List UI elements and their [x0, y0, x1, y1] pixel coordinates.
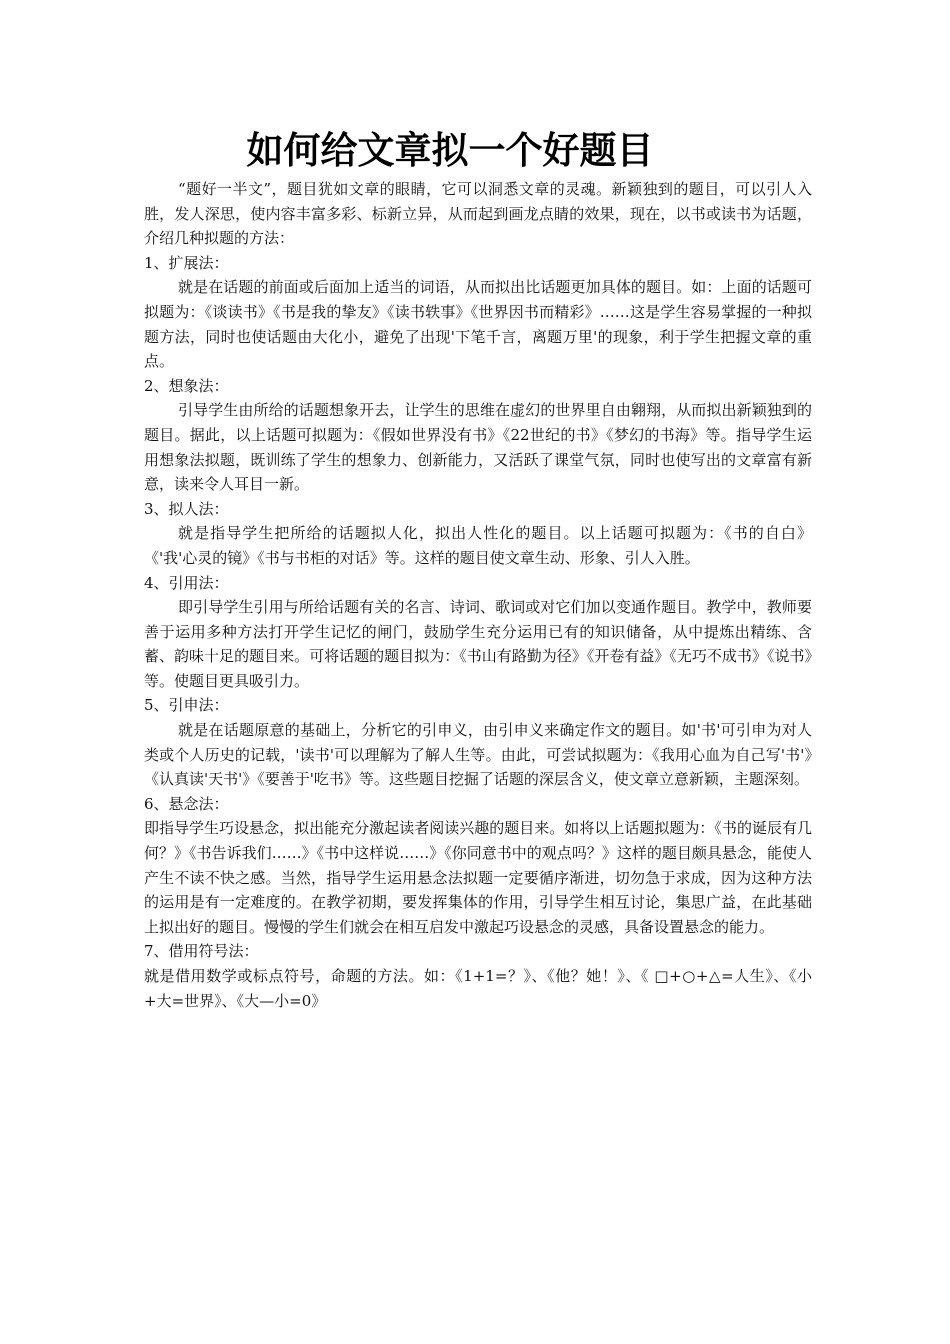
section-heading-extension: 5、引申法：: [144, 696, 229, 715]
section-body-suspense: 即指导学生巧设悬念，拟出能充分激起读者阅读兴趣的题目来。如将以上话题拟题为：《书的诞辰有几何？》《书告诉我们……》《书中这样说……》《你同意书中的观点吗？》这样的题目颇具悬念，能使人产生不读不快之感。当然，指导学生运用悬念法拟题一定要循序渐进，切勿急于求成，因为这种方法的运用是有一定难度的。在教学初期，要发挥集体的作用，引导学生相互讨论，集思广益，在此基础上拟出好的题目。慢慢的学生们就会在相互启发中激起巧设悬念的灵感，具备设置悬念的能力。: [144, 819, 812, 936]
document-title: 如何给文章拟一个好题目: [246, 129, 654, 172]
section-body-extension: 就是在话题原意的基础上，分析它的引申义，由引申义来确定作文的题目。如'书'可引申为对人类或个人历史的记载，'读书'可以理解为了解人生等。由此，可尝试拟题为：《我用心血为自己写'书'》《认真读'天书'》《要善于'吃书》等。这些题目挖掘了话题的深层含义，使文章立意新颖，主题深刻。: [144, 721, 812, 789]
section-heading-expand: 1、扩展法：: [144, 253, 229, 272]
section-body-personification: 就是指导学生把所给的话题拟人化，拟出人性化的题目。以上话题可拟题为：《书的自白》《'我'心灵的镜》《书与书柜的对话》等。这样的题目使文章生动、形象、引人入胜。: [144, 524, 812, 567]
intro-paragraph: “题好一半文”，题目犹如文章的眼睛，它可以洞悉文章的灵魂。新颖独到的题目，可以引人入胜，发人深思，使内容丰富多彩、标新立异，从而起到画龙点睛的效果，现在，以书或读书为话题，介绍几种拟题的方法：: [144, 180, 812, 248]
section-body-expand: 就是在话题的前面或后面加上适当的词语，从而拟出比话题更加具体的题目。如：上面的话题可拟题为：《谈读书》《书是我的挚友》《读书轶事》《世界因书而精彩》……这是学生容易掌握的一种拟题方法，同时也使话题由大化小，避免了出现'下笔千言，离题万里'的现象，利于学生把握文章的重点。: [144, 278, 812, 371]
section-heading-imagination: 2、想象法：: [144, 376, 229, 395]
section-heading-symbols: 7、借用符号法：: [144, 942, 259, 961]
section-heading-suspense: 6、悬念法：: [144, 794, 229, 813]
section-body-imagination: 引导学生由所给的话题想象开去，让学生的思维在虚幻的世界里自由翱翔，从而拟出新颖独到的题目。据此，以上话题可拟题为：《假如世界没有书》《22世纪的书》《梦幻的书海》等。指导学生运用想象法拟题，既训练了学生的想象力、创新能力，又活跃了课堂气氛，同时也使写出的文章富有新意，读来令人耳目一新。: [144, 401, 812, 494]
section-body-quotation: 即引导学生引用与所给话题有关的名言、诗词、歌词或对它们加以变通作题目。教学中，教师要善于运用多种方法打开学生记忆的闸门，鼓励学生充分运用已有的知识储备，从中提炼出精练、含蓄、韵味十足的题目来。可将话题的题目拟为：《书山有路勤为径》《开卷有益》《无巧不成书》《说书》等。使题目更具吸引力。: [144, 598, 812, 690]
document-body: [144, 177, 812, 1013]
section-heading-quotation: 4、引用法：: [144, 573, 229, 592]
section-body-symbols: 就是借用数学或标点符号，命题的方法。如：《1+1=？》、《他？她！》、《 □+○+△=人生》、《小+大=世界》、《大—小=0》: [144, 967, 812, 1010]
section-heading-personification: 3、拟人法：: [144, 499, 229, 518]
